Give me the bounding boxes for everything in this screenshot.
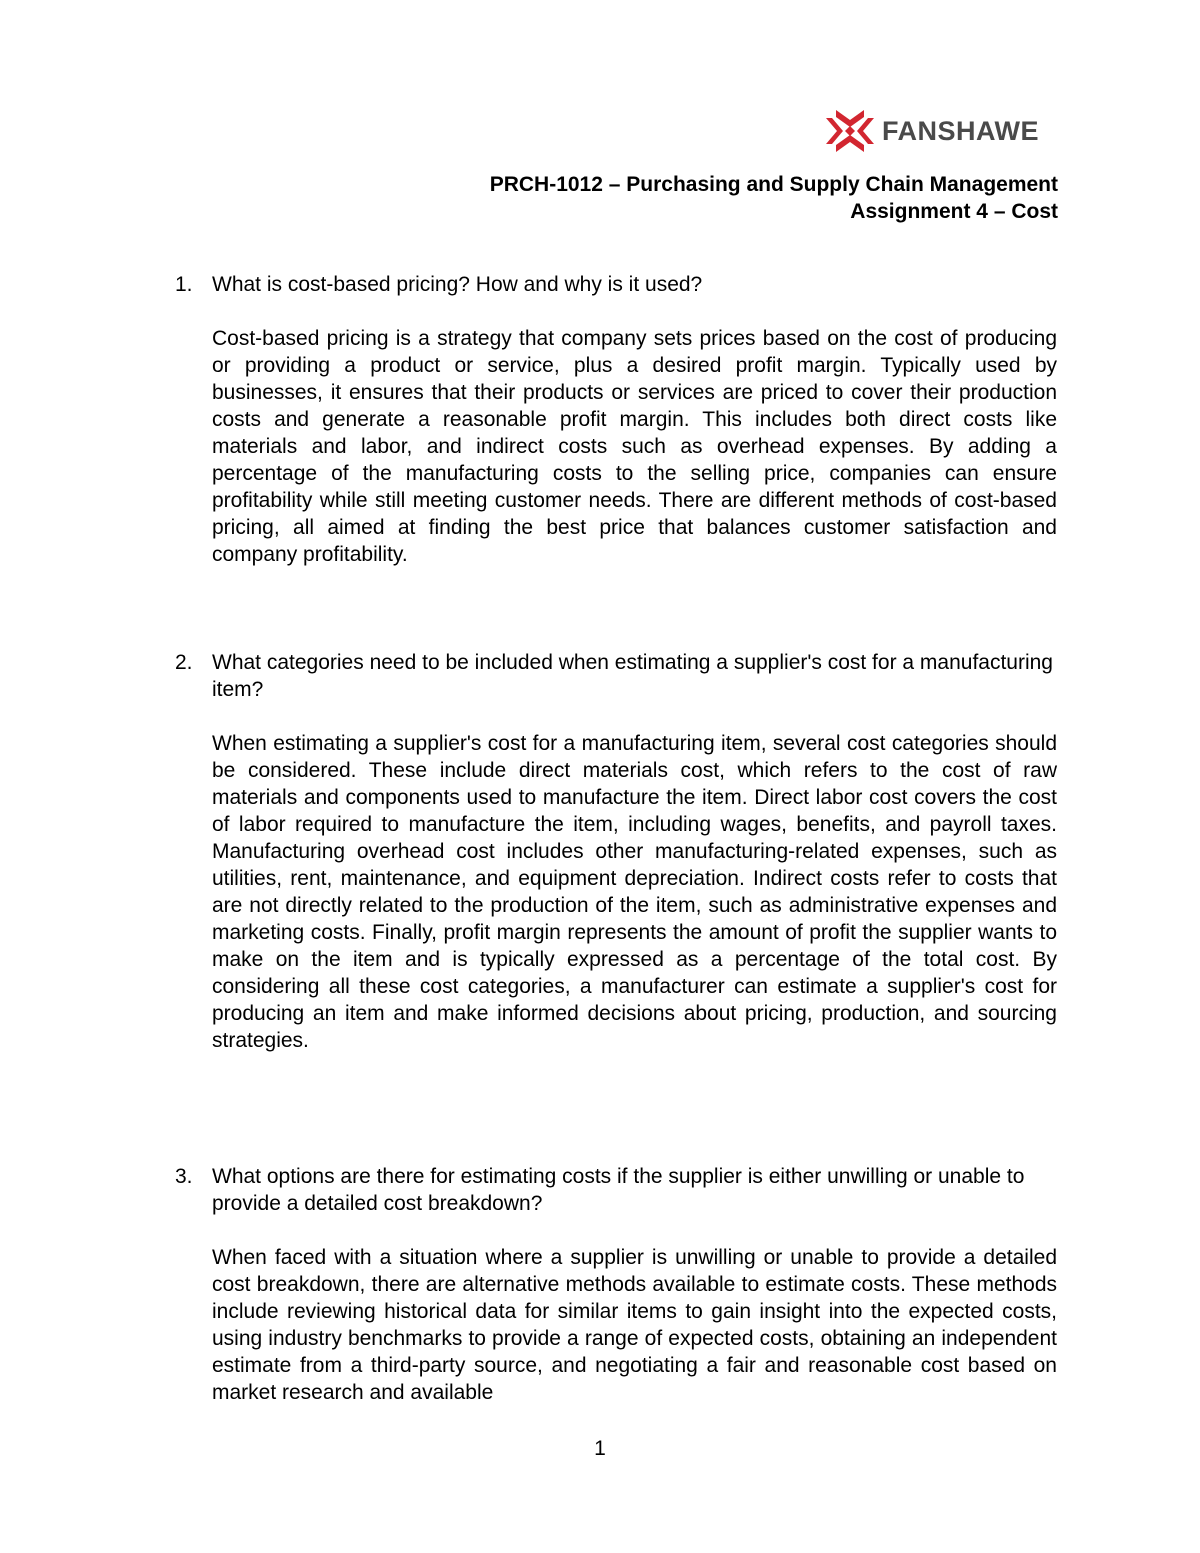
question-number: 3. (175, 1165, 193, 1188)
course-title: PRCH-1012 – Purchasing and Supply Chain Management (489, 173, 1058, 196)
fanshawe-logo (824, 106, 1060, 156)
question-block-2 (175, 649, 1057, 1054)
answer-text: When estimating a supplier's cost for a manufacturing item, several cost categories should be considered. These include direct materials cost, which refers to the cost of raw materials and components used to manufacture the item. Direct labor cost covers the cost of labor required to manufacture the item, including wages, benefits, and payroll taxes. Manufacturing overhead cost includes other manufacturing-related expenses, such as utilities, rent, maintenance, and equipment depreciation. Indirect costs refer to costs that are not directly related to the production of the item, such as administrative expenses and marketing costs. Finally, profit margin represents the amount of profit the supplier wants to make on the item and is typically expressed as a percentage of the total cost. By considering all these cost categories, a manufacturer can estimate a supplier's cost for producing an item and make informed decisions about pricing, production, and sourcing strategies. (212, 732, 1057, 1052)
question-text: What categories need to be included when estimating a supplier's cost for a manufacturing item? (212, 651, 1053, 701)
page-number: 1 (594, 1437, 606, 1460)
question-text: What is cost-based pricing? How and why is it used? (212, 273, 703, 296)
question-block-3 (175, 1163, 1057, 1406)
fanshawe-logo-icon (824, 106, 876, 156)
document-header (490, 171, 1058, 225)
logo-wordmark: FANSHAWE (882, 115, 1040, 146)
answer-text: Cost-based pricing is a strategy that company sets prices based on the cost of producing or providing a product or service, plus a desired profit margin. Typically used by businesses, it ensures that their products or services are priced to cover their production costs and generate a reasonable profit margin. This includes both direct costs like materials and labor, and indirect costs such as overhead expenses. By adding a percentage of the manufacturing costs to the selling price, companies can ensure profitability while still meeting customer needs. There are different methods of cost-based pricing, all aimed at finding the best price that balances customer satisfaction and company profitability. (212, 327, 1057, 566)
question-number: 2. (175, 651, 193, 674)
question-text: What options are there for estimating costs if the supplier is either unwilling or unable to provide a detailed cost breakdown? (212, 1165, 1025, 1215)
question-number: 1. (175, 273, 193, 296)
assignment-title: Assignment 4 – Cost (850, 200, 1058, 223)
answer-text: When faced with a situation where a supplier is unwilling or unable to provide a detailed cost breakdown, there are alternative methods available to estimate costs. These methods include reviewing historical data for similar items to gain insight into the expected costs, using industry benchmarks to provide a range of expected costs, obtaining an independent estimate from a third-party source, and negotiating a fair and reasonable cost based on market research and available (212, 1246, 1057, 1404)
question-block-1 (175, 271, 1057, 568)
